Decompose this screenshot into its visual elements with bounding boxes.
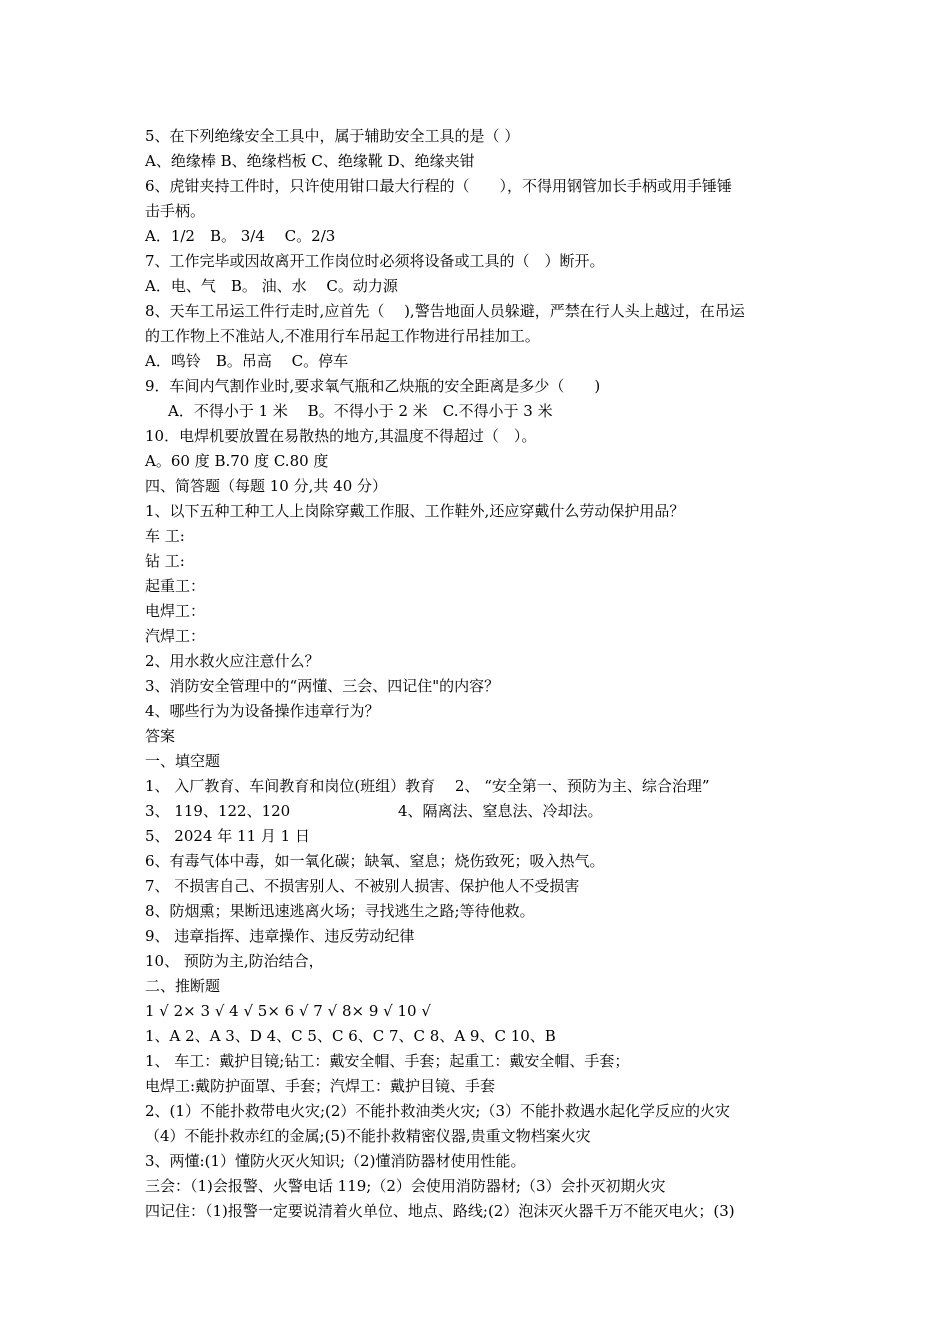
question-5: 5、在下列绝缘安全工具中，属于辅助安全工具的是（ ） [145,127,520,145]
question-5-options: A、绝缘棒 B、绝缘档板 C、绝缘靴 D、绝缘夹钳 [145,152,475,170]
worker-drill: 钻 工: [145,552,185,570]
question-8-cont: 的工作物上不准站人,不准用行车吊起工作物进行吊挂加工。 [145,327,540,345]
answers-heading: 答案 [145,727,176,745]
question-10-options: A。60 度 B.70 度 C.80 度 [145,452,329,470]
short-answer-3: 3、消防安全管理中的“两懂、三会、四记住"的内容？ [145,677,500,695]
answer-fill-5: 5、 2024 年 11 月 1 日 [145,827,310,845]
short-answer-2: 2、用水救火应注意什么？ [145,652,320,670]
short-answer-4: 4、哪些行为为设备操作违章行为？ [145,702,380,720]
answer-fill-1-2: 1、 入厂教育、车间教育和岗位(班组）教育 2、 “安全第一、预防为主、综合治理” [145,777,710,795]
answers-section-2: 二、推断题 [145,977,221,995]
answer-short-1a: 1、 车工：戴护目镜;钻工：戴安全帽、手套；起重工：戴安全帽、手套； [145,1052,630,1070]
worker-crane: 起重工： [145,577,206,595]
question-9: 9．车间内气割作业时,要求氧气瓶和乙炔瓶的安全距离是多少（ ) [145,377,601,395]
answer-fill-7: 7、 不损害自己、不损害别人、不被别人损害、保护他人不受损害 [145,877,580,895]
question-6-cont: 击手柄。 [145,202,206,220]
question-6: 6、虎钳夹持工件时，只许使用钳口最大行程的（ ），不得用钢管加长手柄或用手锤锤 [145,177,733,195]
question-8-options: A．鸣铃 B。吊高 C。停车 [145,352,349,370]
answer-fill-8: 8、防烟熏；果断迅速逃离火场；寻找逃生之路;等待他救。 [145,902,535,920]
question-7-options: A．电、气 B。 油、水 C。动力源 [145,277,398,295]
question-8: 8、天车工吊运工件行走时,应首先（ ),警告地面人员躲避，严禁在行人头上越过，在吊运 [145,302,745,320]
answer-short-1b: 电焊工:戴防护面罩、手套；汽焊工：戴护目镜、手套 [145,1077,496,1095]
answer-fill-9: 9、 违章指挥、违章操作、违反劳动纪律 [145,927,415,945]
question-7: 7、工作完毕或因故离开工作岗位时必须将设备或工具的（ ）断开。 [145,252,605,270]
answer-judgement: 1 √ 2× 3 √ 4 √ 5× 6 √ 7 √ 8× 9 √ 10 √ [145,1002,431,1020]
worker-gas-welder: 汽焊工： [145,627,206,645]
answer-fill-10: 10、 预防为主,防治结合， [145,952,324,970]
answer-short-2b: （4）不能扑救赤红的金属;(5)不能扑救精密仪器,贵重文物档案火灾 [145,1127,591,1145]
answer-short-3a: 3、两懂:(1）懂防火灭火知识;（2)懂消防器材使用性能。 [145,1152,526,1170]
answers-section-1: 一、填空题 [145,752,221,770]
answer-fill-3: 3、 119、122、120 [145,802,291,820]
question-10: 10．电焊机要放置在易散热的地方,其温度不得超过（ ）。 [145,427,537,445]
answer-short-2a: 2、(1）不能扑救带电火灾;(2）不能扑救油类火灾;（3）不能扑救遇水起化学反应的火灾 [145,1102,730,1120]
answer-fill-6: 6、有毒气体中毒，如一氧化碳；缺氧、窒息；烧伤致死；吸入热气。 [145,852,605,870]
answer-short-3b: 三会：（1)会报警、火警电话 119;（2）会使用消防器材;（3）会扑灭初期火灾 [145,1177,666,1195]
answer-fill-4: 4、隔离法、窒息法、冷却法。 [398,802,603,820]
worker-lathe: 车 工: [145,527,185,545]
answer-short-3c: 四记住：（1)报警一定要说清着火单位、地点、路线;(2）泡沫灭火器千万不能灭电火；(3) [145,1202,735,1220]
short-answer-1: 1、以下五种工种工人上岗除穿戴工作服、工作鞋外,还应穿戴什么劳动保护用品？ [145,502,685,520]
question-6-options: A．1/2 B。 3/4 C。2/3 [145,227,336,245]
answer-choice: 1、A 2、A 3、D 4、C 5、C 6、C 7、C 8、A 9、C 10、B [145,1027,556,1045]
worker-welder: 电焊工： [145,602,206,620]
question-9-options: A．不得小于 1 米 B。不得小于 2 米 C.不得小于 3 米 [168,402,553,420]
section-4-heading: 四、简答题（每题 10 分,共 40 分） [145,477,388,495]
